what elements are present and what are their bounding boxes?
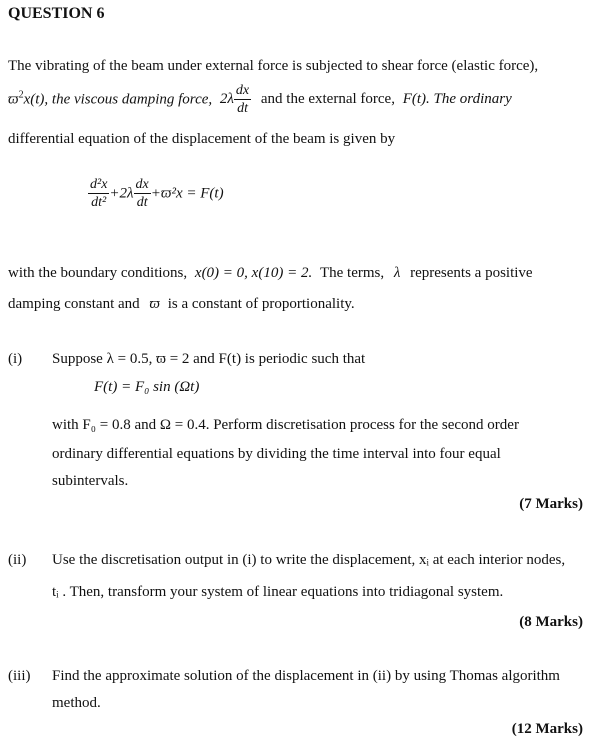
varpi-symbol: ϖ <box>8 91 19 108</box>
part-i-line-1: Suppose λ = 0.5, ϖ = 2 and F(t) is periodic such that <box>52 351 366 367</box>
intro-line-3: differential equation of the displacement of the beam is given by <box>8 131 396 147</box>
ode-equation: $\frac{\text{d²x}}{\text{dt²}}$ +2λ $\frac{dx}{dt}$ +ϖ²x = F(t) <box>90 177 224 210</box>
boundary-line-2: damping constant and ϖ is a constant of proportionality. <box>8 296 355 312</box>
damping-fraction: $\frac{dx}{dt}$ <box>235 83 250 116</box>
part-i-label: (i) <box>8 351 23 367</box>
part-i-marks: (7 Marks) <box>519 496 583 512</box>
question-title: QUESTION 6 <box>8 5 105 22</box>
intro-line-1: The vibrating of the beam under external force is subjected to shear force (elastic force), <box>8 58 539 74</box>
part-i-line-2: with F₀ = 0.8 and Ω = 0.4. Perform discretisation process for the second order <box>52 417 519 433</box>
boundary-line-1: with the boundary conditions, x(0) = 0, x(10) = 2. The terms, λ represents a positive <box>8 265 533 281</box>
part-i-line-3: ordinary differential equations by dividing the time interval into four equal <box>52 446 501 462</box>
part-iii-label: (iii) <box>8 668 31 684</box>
intro-line-2: $ϖ^2x(t)$, the viscous damping force, 2λ $\frac{dx}{dt}$ and the external force, F(t). The ordinary <box>8 83 512 116</box>
part-ii-line-2: tᵢ . Then, transform your system of linear equations into tridiagonal system. <box>52 584 504 600</box>
part-i-formula: F(t) = F₀ sin (Ωt) <box>94 379 200 395</box>
part-iii-line-2: method. <box>52 695 101 711</box>
part-ii-line-1: Use the discretisation output in (i) to write the displacement, xᵢ at each interior nodes, <box>52 552 566 568</box>
part-ii-marks: (8 Marks) <box>519 614 583 630</box>
part-iii-marks: (12 Marks) <box>511 721 583 737</box>
part-i-line-4: subintervals. <box>52 473 129 489</box>
part-iii-line-1: Find the approximate solution of the displacement in (ii) by using Thomas algorithm <box>52 668 560 684</box>
part-ii-label: (ii) <box>8 552 27 568</box>
